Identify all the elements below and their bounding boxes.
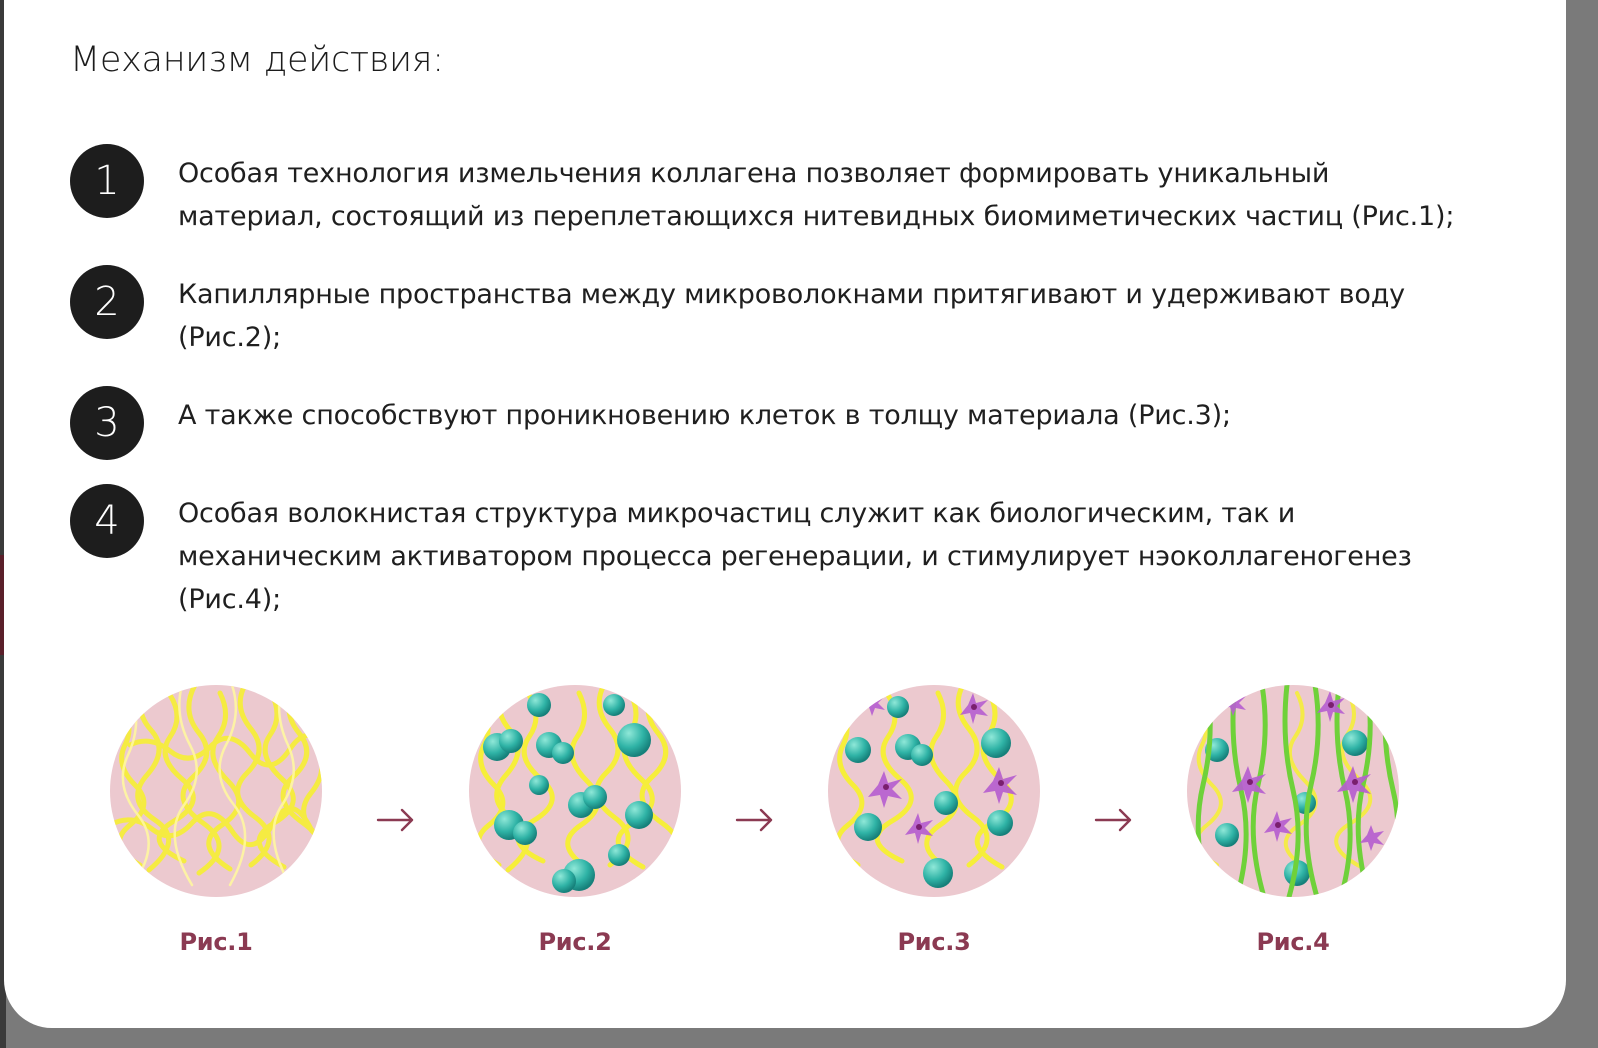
step-text: А также способствуют проникновению клеток в толщу материала (Рис.3); — [178, 400, 1231, 431]
figure-2-caption: Рис.2 — [538, 928, 612, 956]
page-title: Механизм действия: — [70, 40, 444, 80]
step-number-badge: 4 — [70, 484, 144, 558]
step-number-badge: 2 — [70, 265, 144, 339]
step-text: Особая волокнистая структура микрочастиц служит как биологическим, так и механическим активатором процесса регенерации, и стимулирует нэоколлагеногенез (Рис.4); — [178, 498, 1412, 615]
figure-3-caption: Рис.3 — [897, 928, 971, 956]
figure-4-caption: Рис.4 — [1256, 928, 1330, 956]
arrow-right-icon — [376, 805, 416, 835]
arrow-right-icon — [1094, 805, 1134, 835]
step-number-badge: 1 — [70, 144, 144, 218]
arrow-right-icon — [735, 805, 775, 835]
step-number-badge: 3 — [70, 386, 144, 460]
step-text: Особая технология измельчения коллагена позволяет формировать уникальный материал, состоящий из переплетающихся нитевидных биомиметических частиц (Рис.1); — [178, 158, 1455, 232]
figure-4-neocollagenesis — [1187, 685, 1399, 897]
mechanism-modal — [4, 0, 1566, 1028]
figure-1-collagen-fibers — [110, 685, 322, 897]
figure-2-water-retention — [469, 685, 681, 897]
figure-3-cell-penetration — [828, 685, 1040, 897]
step-text: Капиллярные пространства между микроволокнами притягивают и удерживают воду (Рис.2); — [178, 279, 1405, 353]
figure-1-caption: Рис.1 — [179, 928, 253, 956]
